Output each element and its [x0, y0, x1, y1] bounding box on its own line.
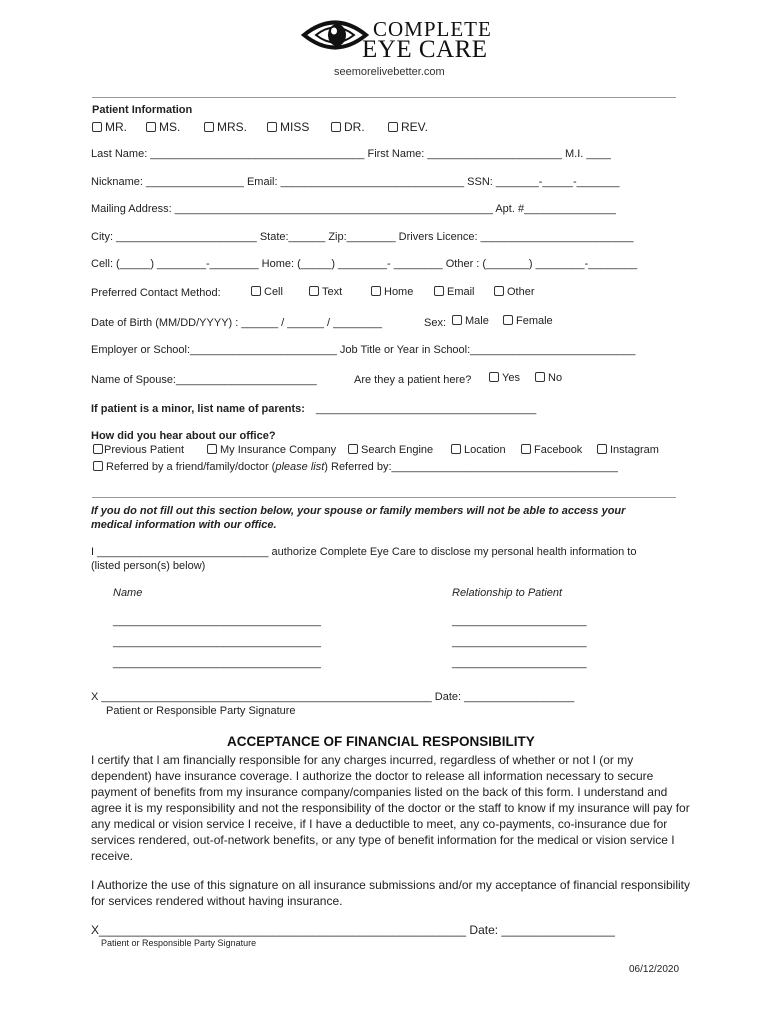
checkbox-icon[interactable] [146, 122, 156, 132]
referral-option-friend[interactable] [93, 461, 618, 473]
option-label: Previous Patient [104, 444, 185, 456]
checkbox-icon[interactable] [597, 444, 607, 454]
disclosure-warning-line2: medical information with our office. [91, 519, 277, 531]
sex-option-male[interactable] [452, 315, 489, 327]
spouse-option-no[interactable] [535, 372, 562, 384]
logo [300, 14, 492, 78]
title-label: DR. [344, 120, 365, 134]
option-label: Instagram [610, 444, 659, 456]
title-label: MRS. [217, 120, 247, 134]
mailing-address-row[interactable]: Mailing Address: ____________________________________________________ Apt. #_______________ [91, 203, 616, 215]
authorized-person-name-2[interactable]: __________________________________ [113, 636, 322, 648]
checkbox-icon[interactable] [521, 444, 531, 454]
contact-option-text[interactable] [309, 286, 342, 298]
title-label: MISS [280, 120, 310, 134]
option-label: Location [464, 444, 506, 456]
minor-parents-field[interactable]: ____________________________________ [316, 403, 537, 415]
nickname-email-ssn-row[interactable]: Nickname: ________________ Email: ______________________________ SSN: _______-_____-_______ [91, 176, 620, 188]
financial-paragraph-2: I Authorize the use of this signature on all insurance submissions and/or my acceptance of financial responsibility for services rendered without having insurance. [91, 878, 690, 908]
checkbox-icon[interactable] [331, 122, 341, 132]
column-header-relationship: Relationship to Patient [452, 587, 563, 599]
authorized-person-relationship-3[interactable]: ______________________ [452, 657, 587, 669]
city-state-zip-row[interactable]: City: _______________________ State:______ Zip:________ Drivers Licence: _________________________ [91, 231, 634, 243]
authorized-person-relationship-1[interactable]: ______________________ [452, 615, 587, 627]
financial-paragraph-1: I certify that I am financially responsible for any charges incurred, regardless of whether or not I (or my dependent) have insurance coverage. I authorize the doctor to release all information necessary to secure payment of benefits from my insurance company/companies listed on the back of this form. I understand and agree it is my responsibility and not the responsibility of the doctor or the staff to know if my insurance will pay for any medical or vision service I receive, if I have a deductible to meet, any co-payments, co-insurance due for services rendered, out-of-network benefits, or any type of benefit information for the medical or vision service I receive. [91, 753, 690, 863]
contact-method-label: Preferred Contact Method: [91, 287, 221, 299]
logo-website: seemorelivebetter.com [334, 66, 445, 78]
option-label: Facebook [534, 444, 583, 456]
phone-numbers-row[interactable]: Cell: (_____) ________-________ Home: (_____) ________- ________ Other : (_______) ________-________ [91, 258, 638, 270]
spouse-patient-label: Are they a patient here? [354, 374, 472, 386]
contact-option-other[interactable] [494, 286, 535, 298]
minor-parents-label: If patient is a minor, list name of parents: [91, 403, 305, 415]
checkbox-icon[interactable] [251, 286, 261, 296]
authorized-person-relationship-2[interactable]: ______________________ [452, 636, 587, 648]
title-option-ms[interactable] [146, 120, 180, 134]
checkbox-icon[interactable] [267, 122, 277, 132]
referral-option-instagram[interactable] [597, 444, 659, 456]
option-label: Email [447, 286, 475, 298]
option-label: Male [465, 315, 489, 327]
referred-by-field[interactable]: ) Referred by:_____________________________________ [324, 461, 618, 473]
referral-option-search-engine[interactable] [348, 444, 433, 456]
option-label: Cell [264, 286, 283, 298]
logo-text-complete: COMPLETE [373, 17, 492, 41]
section-divider [92, 497, 676, 498]
logo-text-eye-care: EYE CARE [362, 36, 488, 63]
contact-option-home[interactable] [371, 286, 413, 298]
referral-option-location[interactable] [451, 444, 506, 456]
sex-option-female[interactable] [503, 315, 553, 327]
name-fields-row[interactable]: Last Name: ___________________________________ First Name: ______________________ M.I. ____ [91, 148, 611, 160]
checkbox-icon[interactable] [451, 444, 461, 454]
checkbox-icon[interactable] [348, 444, 358, 454]
option-label: Yes [502, 372, 520, 384]
checkbox-icon[interactable] [434, 286, 444, 296]
spouse-option-yes[interactable] [489, 372, 520, 384]
contact-option-email[interactable] [434, 286, 475, 298]
authorize-statement-line2: (listed person(s) below) [91, 560, 206, 572]
date-of-birth-field[interactable]: Date of Birth (MM/DD/YYYY) : ______ / ______ / ________ [91, 317, 383, 329]
title-label: MR. [105, 120, 127, 134]
checkbox-icon[interactable] [204, 122, 214, 132]
title-option-mr[interactable] [92, 120, 127, 134]
financial-signature-line[interactable]: X_______________________________________________________ Date: _________________ [91, 923, 615, 937]
option-label: My Insurance Company [220, 444, 337, 456]
referral-option-insurance[interactable] [207, 444, 336, 456]
option-label: Search Engine [361, 444, 434, 456]
referral-option-previous-patient[interactable] [93, 444, 184, 456]
referred-label-italic: please list [275, 461, 325, 473]
option-label: Home [384, 286, 414, 298]
financial-signature-caption: Patient or Responsible Party Signature [101, 938, 257, 948]
sex-label: Sex: [424, 317, 447, 329]
referred-label: Referred by a friend/family/doctor ( [106, 461, 276, 473]
option-label: Female [516, 315, 553, 327]
disclosure-warning-line1: If you do not fill out this section below, your spouse or family members will not be able to access your [91, 505, 626, 517]
form-revision-date: 06/12/2020 [629, 964, 680, 975]
header-divider [92, 97, 676, 98]
authorized-person-name-1[interactable]: __________________________________ [113, 615, 322, 627]
title-option-dr[interactable] [331, 120, 365, 134]
checkbox-icon[interactable] [489, 372, 499, 382]
employer-job-row[interactable]: Employer or School:________________________ Job Title or Year in School:___________________________ [91, 344, 636, 356]
authorized-person-name-3[interactable]: __________________________________ [113, 657, 322, 669]
checkbox-icon[interactable] [503, 315, 513, 325]
checkbox-icon[interactable] [93, 461, 103, 471]
authorize-statement-line1[interactable]: I ____________________________ authorize Complete Eye Care to disclose my personal health information to [91, 546, 637, 558]
checkbox-icon[interactable] [494, 286, 504, 296]
option-label: Text [322, 286, 343, 298]
checkbox-icon[interactable] [388, 122, 398, 132]
title-option-miss[interactable] [267, 120, 309, 134]
referral-heading: How did you hear about our office? [91, 430, 276, 442]
checkbox-icon[interactable] [535, 372, 545, 382]
option-label: No [548, 372, 563, 384]
checkbox-icon[interactable] [207, 444, 217, 454]
column-header-name: Name [113, 587, 143, 599]
section-heading-patient-info: Patient Information [92, 104, 193, 116]
contact-option-cell[interactable] [251, 286, 283, 298]
disclosure-signature-caption: Patient or Responsible Party Signature [106, 705, 296, 717]
checkbox-icon[interactable] [93, 444, 103, 454]
eye-logo-icon [300, 16, 370, 54]
title-label: REV. [401, 120, 428, 134]
title-option-rev[interactable] [388, 120, 428, 134]
option-label: Other [507, 286, 535, 298]
checkbox-icon[interactable] [309, 286, 319, 296]
disclosure-signature-line[interactable]: X ______________________________________________________ Date: __________________ [91, 691, 575, 703]
spouse-name-field[interactable]: Name of Spouse:_______________________ [91, 374, 317, 386]
referral-option-facebook[interactable] [521, 444, 582, 456]
checkbox-icon[interactable] [371, 286, 381, 296]
financial-heading: ACCEPTANCE OF FINANCIAL RESPONSIBILITY [227, 734, 535, 749]
checkbox-icon[interactable] [92, 122, 102, 132]
checkbox-icon[interactable] [452, 315, 462, 325]
title-label: MS. [159, 120, 181, 134]
title-option-mrs[interactable] [204, 120, 247, 134]
